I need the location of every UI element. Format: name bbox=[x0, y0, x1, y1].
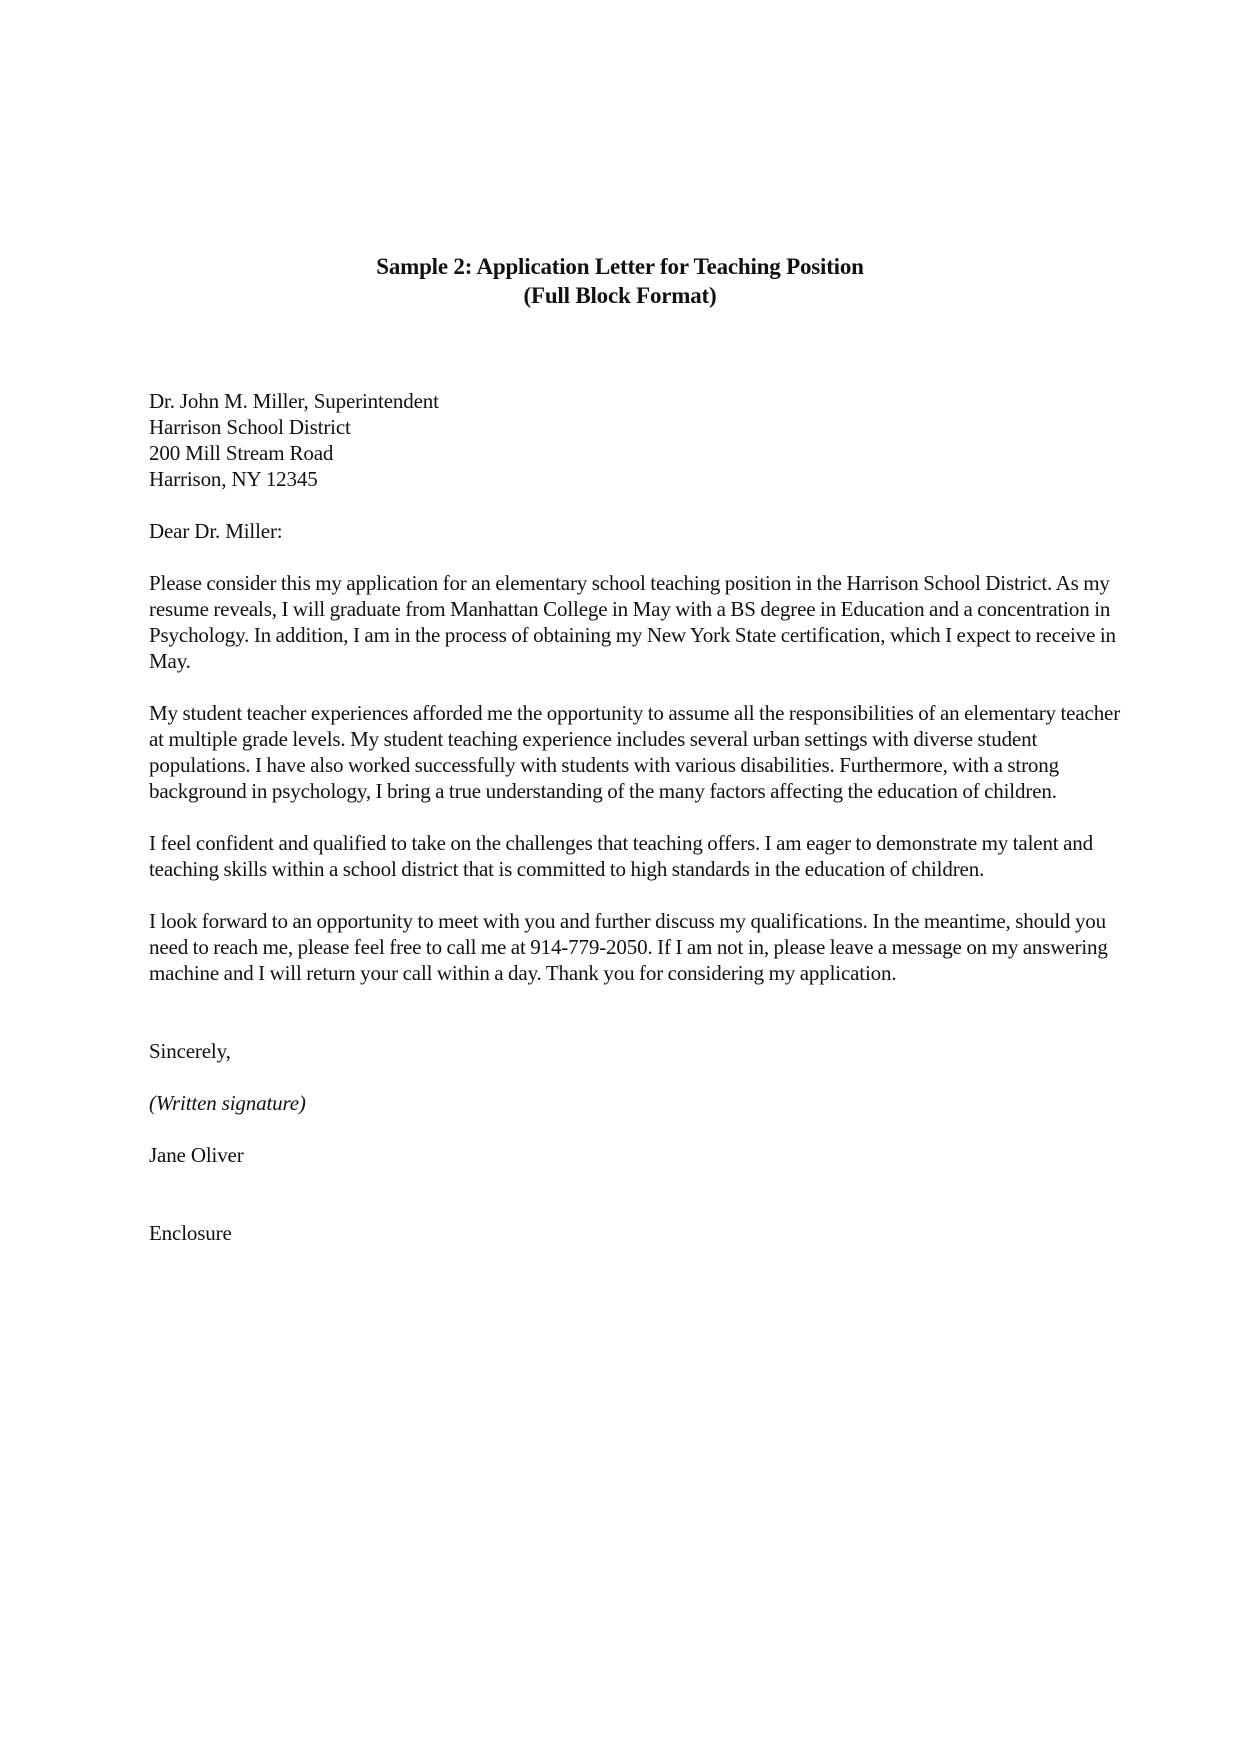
title-line-format: (Full Block Format) bbox=[523, 283, 717, 308]
body-paragraph-closing: I look forward to an opportunity to meet with you and further discuss my qualifications. In the meantime, should you need to reach me, please feel free to call me at 914-779-2050. If I am not in, please leave a message on my answering machine and I will return your call within a day. Thank you for considering my application. bbox=[149, 909, 1108, 985]
document-title bbox=[0, 252, 1240, 310]
recipient-organization: Harrison School District bbox=[149, 415, 351, 439]
body-paragraph-intro: Please consider this my application for an elementary school teaching position in the Harrison School District. As my resume reveals, I will graduate from Manhattan College in May with a BS degree in Education and a concentration in Psychology. In addition, I am in the process of obtaining my New York State certification, which I expect to receive in May. bbox=[149, 571, 1116, 673]
body-paragraph-experience: My student teacher experiences afforded me the opportunity to assume all the responsibilities of an elementary teacher at multiple grade levels. My student teaching experience includes several urban settings with diverse student populations. I have also worked successfully with students with various disabilities. Furthermore, with a strong background in psychology, I bring a true understanding of the many factors affecting the education of children. bbox=[149, 701, 1121, 803]
enclosure-notation: Enclosure bbox=[149, 1221, 232, 1245]
recipient-address-block bbox=[149, 388, 1124, 492]
recipient-street: 200 Mill Stream Road bbox=[149, 441, 334, 465]
signer-name: Jane Oliver bbox=[149, 1143, 244, 1167]
title-line-main: Sample 2: Application Letter for Teaching Position bbox=[376, 254, 864, 279]
body-paragraph-confidence: I feel confident and qualified to take on the challenges that teaching offers. I am eager to demonstrate my talent and teaching skills within a school district that is committed to high standards in the education of children. bbox=[149, 831, 1093, 881]
signature-placeholder: (Written signature) bbox=[149, 1091, 306, 1115]
recipient-name: Dr. John M. Miller, Superintendent bbox=[149, 389, 439, 413]
salutation: Dear Dr. Miller: bbox=[149, 519, 283, 543]
recipient-city-state-zip: Harrison, NY 12345 bbox=[149, 467, 318, 491]
letter-body bbox=[149, 388, 1124, 1246]
complimentary-close: Sincerely, bbox=[149, 1039, 231, 1063]
